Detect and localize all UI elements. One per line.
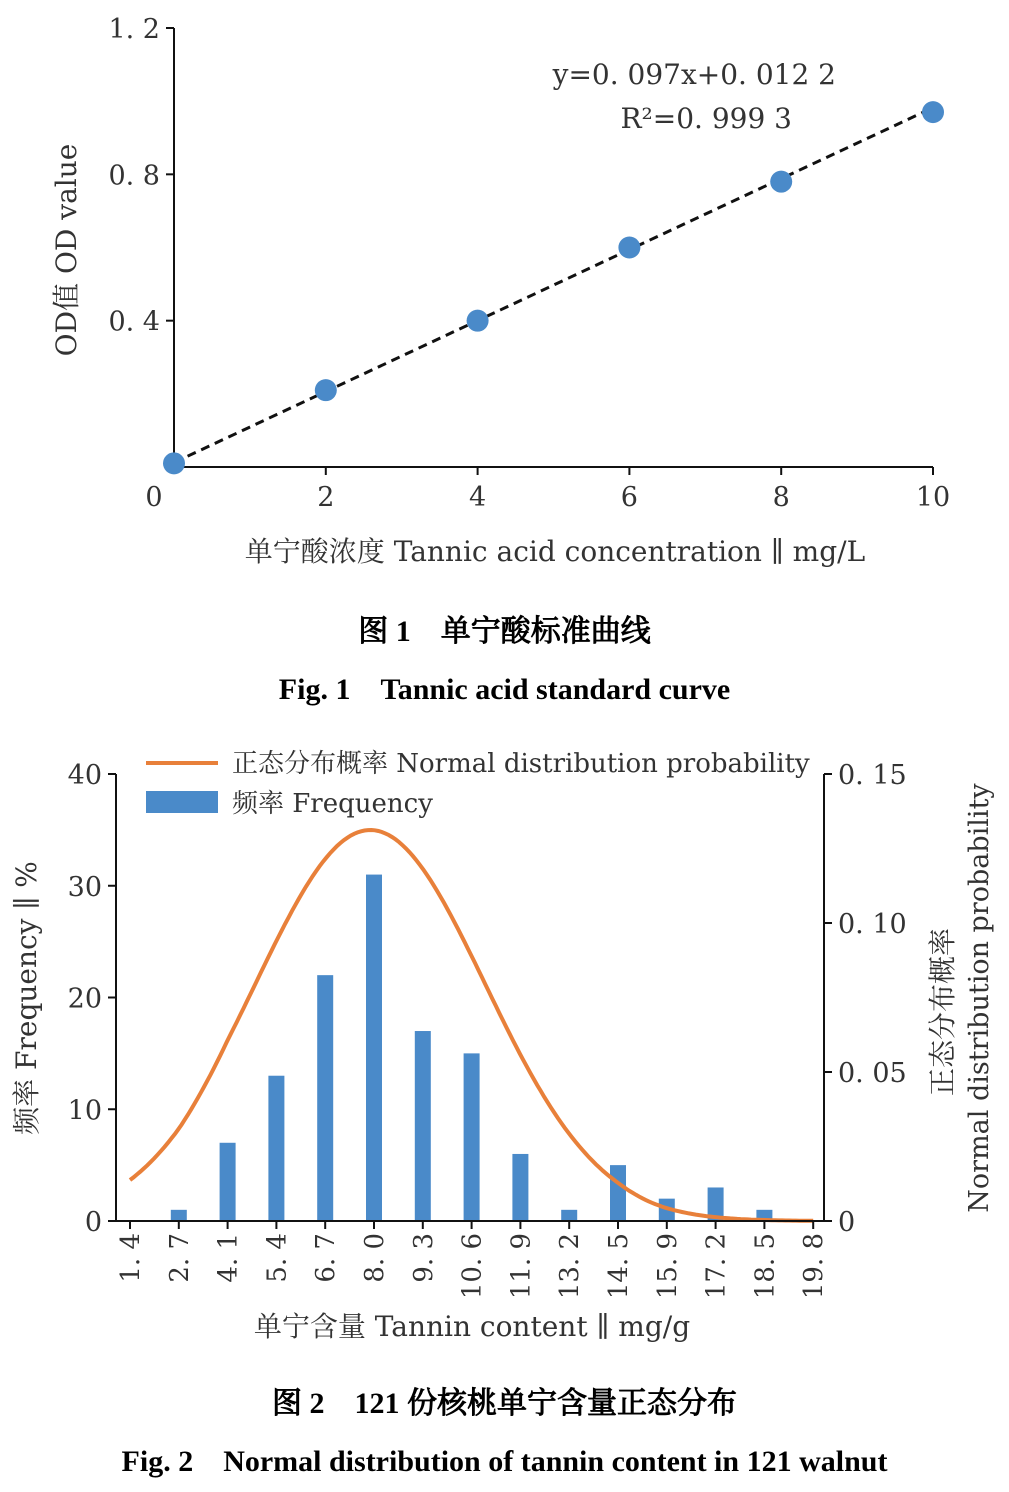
frequency-bar [415,1031,431,1221]
legend-curve-label: 正态分布概率 Normal distribution probability [232,749,810,779]
frequency-bar [610,1165,626,1221]
y-tick-label: 1. 2 [108,14,160,45]
x-tick-label: 6 [620,482,638,513]
legend-bar-swatch [146,791,218,813]
left-y-tick-label: 0 [84,1207,102,1238]
data-point [770,171,792,193]
right-y-tick-label: 0 [838,1207,856,1238]
data-point [467,310,489,332]
x-tick-label: 4 [469,482,487,513]
frequency-bar [512,1154,528,1221]
figure-1-caption-zh: 图 1 单宁酸标准曲线 [358,615,651,648]
right-y-tick-label: 0. 15 [838,760,907,791]
x-tick-label: 10 [915,482,951,513]
data-point [163,452,185,474]
x-tick-label: 5. 4 [262,1233,293,1283]
regression-line [174,108,933,463]
x-tick-label: 10. 6 [457,1233,488,1300]
x-tick-label: 2 [317,482,335,513]
frequency-bar [220,1143,236,1221]
x-tick-label: 0 [145,482,163,513]
x-tick-label: 8 [772,482,790,513]
y-tick-label: 0. 8 [108,160,160,192]
x-tick-label: 6. 7 [311,1233,342,1283]
data-point [618,237,640,259]
left-y-axis-title: 频率 Frequency ∥ % [10,861,43,1135]
left-y-tick-label: 20 [67,983,102,1015]
regression-equation: y=0. 097x+0. 012 2 [552,58,836,91]
frequency-bar [366,875,382,1221]
x-axis-title: 单宁酸浓度 Tannic acid concentration ∥ mg/L [244,535,866,568]
r-squared-label: R²=0. 999 3 [620,102,792,135]
x-tick-label: 2. 7 [164,1233,195,1283]
x-tick-label: 8. 0 [360,1233,390,1283]
right-y-tick-label: 0. 05 [838,1058,907,1089]
figure-1-caption-en: Fig. 1 Tannic acid standard curve [278,673,731,706]
frequency-bar [268,1076,284,1221]
frequency-bar [317,975,333,1221]
left-y-tick-label: 30 [67,871,102,903]
x-tick-label: 19. 8 [799,1233,830,1300]
right-y-axis-title-en: Normal distribution probability [964,783,995,1213]
x-tick-label: 15. 9 [652,1233,683,1300]
frequency-bar [561,1210,577,1221]
figure-2-normal-distribution [10,749,995,1343]
x-tick-label: 13. 2 [555,1233,586,1300]
data-point [922,101,944,123]
left-y-tick-label: 40 [67,760,102,791]
right-y-axis-title-zh: 正态分布概率 [926,927,959,1097]
y-axis-title: OD值 OD value [50,143,83,357]
figure-2-caption-zh: 图 2 121 份核桃单宁含量正态分布 [272,1387,737,1420]
y-tick-label: 0. 4 [108,306,160,338]
x-tick-label: 11. 9 [506,1233,537,1300]
x-tick-label: 9. 3 [408,1233,439,1283]
left-y-tick-label: 10 [67,1095,102,1127]
x-tick-label: 14. 5 [604,1233,634,1300]
x-tick-label: 1. 4 [116,1233,146,1283]
x-tick-label: 17. 2 [701,1233,732,1300]
right-y-tick-label: 0. 10 [838,909,907,940]
frequency-bar [464,1053,480,1221]
legend-bar-label: 频率 Frequency [232,789,433,819]
figure-2-caption-en: Fig. 2 Normal distribution of tannin content in 121 walnut [121,1445,888,1478]
x-axis-title: 单宁含量 Tannin content ∥ mg/g [253,1310,691,1343]
data-point [315,379,337,401]
frequency-bar [171,1210,187,1221]
x-tick-label: 4. 1 [213,1233,244,1283]
figure-1-standard-curve [50,14,950,568]
x-tick-label: 18. 5 [750,1233,781,1300]
